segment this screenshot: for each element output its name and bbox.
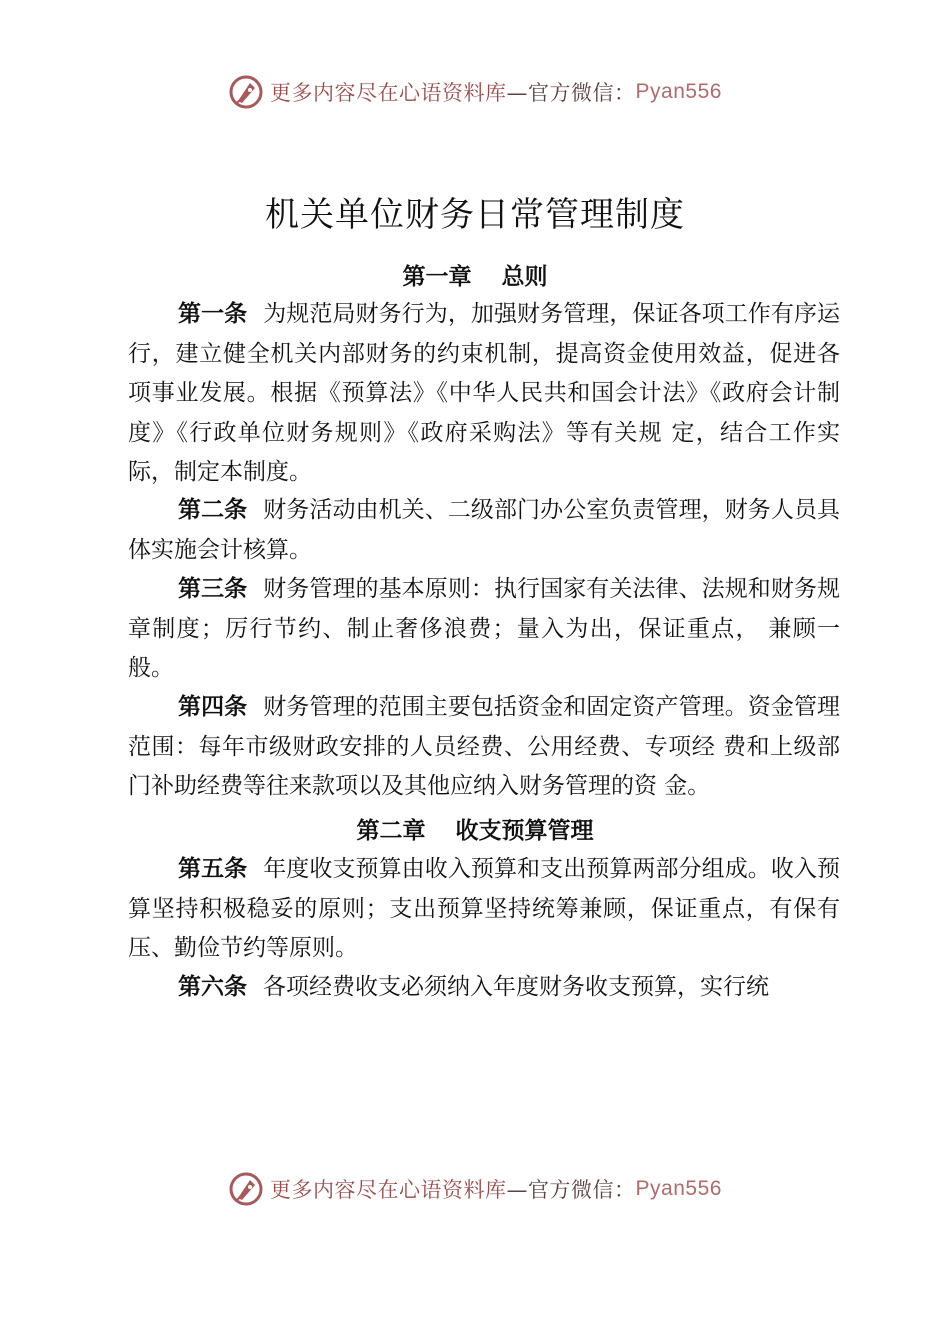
banner-wechat-id: Pyan556 [635,1177,722,1200]
article-label: 第六条 [178,974,247,1000]
article-text: 财务管理的基本原则：执行国家有关法律、法规和财务规章制度；厉行节约、制止奢侈浪费；量入为出，保证重点， 兼顾一般。 [128,576,841,681]
article-label: 第二条 [178,497,248,523]
chapter-name: 总则 [501,264,548,290]
article-label: 第四条 [178,694,248,720]
banner-title: 更多内容尽在心语资料库 [270,81,507,105]
article-paragraph [128,688,840,807]
article-text: 财务活动由机关、二级部门办公室负责管理，财务人员具体实施会计核算。 [128,497,841,563]
article-label: 第三条 [178,576,248,602]
article-text: 为规范局财务行为，加强财务管理，保证各项工作有序运行，建立健全机关内部财务的约束机制，提高资金使用效益，促进各项事业发展。根据《预算法》《中华人民共和国会计法》《政府会计制度》《行政单位财务规则》《政府采购法》等有关规 定，结合工作实际，制定本制度。 [128,301,841,485]
pen-nib-icon [228,74,264,110]
article-paragraph [128,295,840,493]
article-paragraph [128,491,840,570]
chapter-number: 第二章 [356,818,426,844]
banner-wechat-label: —官方微信： [506,1178,636,1202]
article-label: 第五条 [178,856,248,882]
footer-banner [0,1169,950,1209]
article-paragraph [128,570,840,689]
article-paragraph [128,850,840,969]
article-text: 年度收支预算由收入预算和支出预算两部分组成。收入预算坚持积极稳妥的原则；支出预算坚持统筹兼顾，保证重点，有保有压、勤俭节约等原则。 [128,856,841,961]
pen-nib-icon [228,1171,264,1207]
article-label: 第一条 [178,301,248,327]
chapter-heading-1 [0,258,950,291]
article-paragraph [128,968,840,1008]
header-banner [0,72,950,112]
banner-title: 更多内容尽在心语资料库 [270,1178,507,1202]
banner-wechat-label: —官方微信： [506,81,636,105]
chapter-heading-2 [0,812,950,845]
document-title: 机关单位财务日常管理制度 [265,194,685,235]
article-text: 财务管理的范围主要包括资金和固定资产管理。资金管理范围：每年市级财政安排的人员经费、公用经费、专项经 费和上级部门补助经费等往来款项以及其他应纳入财务管理的资 金。 [128,694,841,799]
banner-wechat-id: Pyan556 [635,80,722,103]
article-text: 各项经费收支必须纳入年度财务收支预算，实行统 [263,974,769,1000]
chapter-number: 第一章 [402,264,472,290]
chapter-name: 收支预算管理 [455,818,594,844]
